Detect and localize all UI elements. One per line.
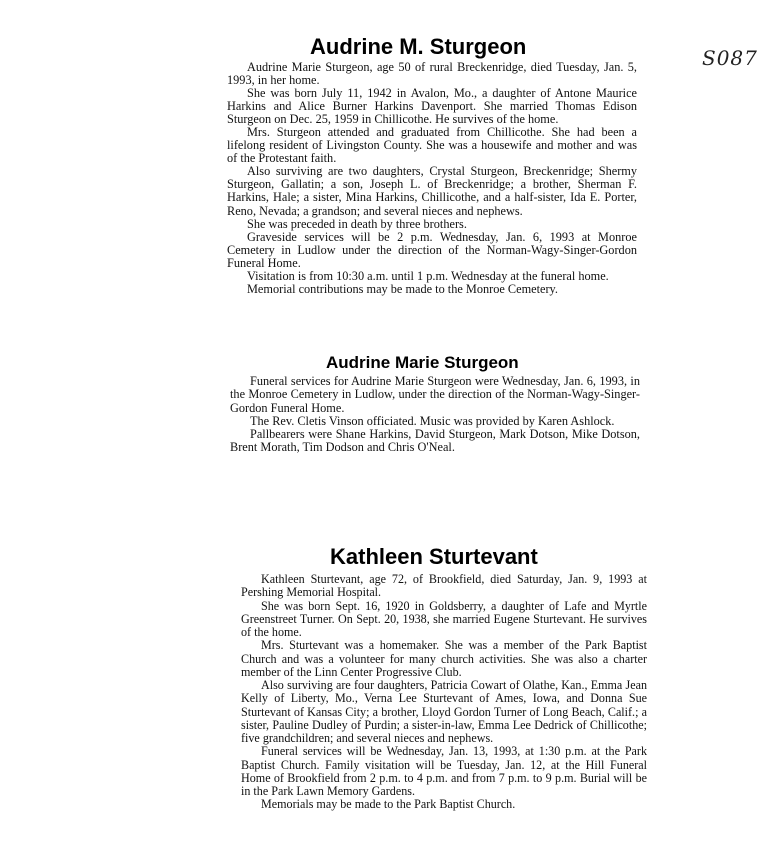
obituary-1-paragraph: Visitation is from 10:30 a.m. until 1 p.m. Wednesday at the funeral home.	[247, 268, 609, 283]
obituary-1-paragraph: Graveside services will be 2 p.m. Wednesday, Jan. 6, 1993 at Monroe Cemetery in Ludlow under the direction of the Norman-Wagy-Singer-Gordon Funeral Home.	[227, 229, 637, 270]
obituary-3-paragraph: She was born Sept. 16, 1920 in Goldsberry, a daughter of Lafe and Myrtle Greenstreet Turner. On Sept. 20, 1938, she married Eugene Sturtevant. He survives of the home.	[241, 598, 647, 639]
obituary-3-paragraph: Funeral services will be Wednesday, Jan. 13, 1993, at 1:30 p.m. at the Park Baptist Church. Family visitation will be Tuesday, Jan. 12, at the Hill Funeral Home of Brookfield from 2 p.m. to 4 p.m. and from 7 p.m. to 9 p.m. Burial will be in the Park Lawn Memory Gardens.	[241, 744, 647, 798]
obituary-2-heading: Audrine Marie Sturgeon	[326, 353, 519, 372]
obituary-1-body	[227, 61, 637, 296]
obituary-3-paragraph: Memorials may be made to the Park Baptist Church.	[261, 797, 516, 812]
obituary-3-body	[241, 573, 647, 812]
obituary-1-paragraph: Mrs. Sturgeon attended and graduated from Chillicothe. She had been a lifelong resident of Livingston County. She was a housewife and mother and was of the Protestant faith.	[227, 125, 637, 166]
obituary-3-paragraph: Kathleen Sturtevant, age 72, of Brookfield, died Saturday, Jan. 9, 1993 at Pershing Memorial Hospital.	[241, 572, 647, 600]
page-code-annotation: S087	[702, 46, 758, 70]
obituary-2-paragraph: Pallbearers were Shane Harkins, David Sturgeon, Mark Dotson, Mike Dotson, Brent Morath, Tim Dodson and Chris O'Neal.	[230, 427, 640, 455]
obituary-1-paragraph: Audrine Marie Sturgeon, age 50 of rural Breckenridge, died Tuesday, Jan. 5, 1993, in her home.	[227, 60, 637, 88]
obituary-1-paragraph: She was preceded in death by three brothers.	[247, 216, 467, 231]
obituary-1-heading: Audrine M. Sturgeon	[310, 34, 527, 59]
obituary-1-paragraph: Memorial contributions may be made to the Monroe Cemetery.	[247, 281, 558, 296]
obituary-3-heading: Kathleen Sturtevant	[330, 544, 538, 569]
obituary-3-paragraph: Mrs. Sturtevant was a homemaker. She was a member of the Park Baptist Church and was a volunteer for many church activities. She was also a charter member of the Linn Center Progressive Club.	[241, 638, 647, 679]
obituary-2-body	[230, 375, 640, 455]
obituary-3-paragraph: Also surviving are four daughters, Patricia Cowart of Olathe, Kan., Emma Jean Kelly of Liberty, Mo., Verna Lee Sturtevant of Ames, Iowa, and Donna Sue Sturtevant of Kansas City; a brother, Lloyd Gordon Turner of Long Beach, Calif.; a sister, Pauline Dudley of Purdin; a sister-in-law, Emma Lee Dedrick of Chillicothe; five grandchildren; and several nieces and nephews.	[241, 678, 647, 745]
obituary-1-paragraph: She was born July 11, 1942 in Avalon, Mo., a daughter of Antone Maurice Harkins and Alice Burner Harkins Davenport. She married Thomas Edison Sturgeon on Dec. 25, 1959 in Chillicothe. He survives of the home.	[227, 86, 637, 127]
obituary-1-paragraph: Also surviving are two daughters, Crystal Sturgeon, Breckenridge; Shermy Sturgeon, Gallatin; a son, Joseph L. of Breckenridge; a brother, Sherman F. Harkins, Hale; a sister, Mina Harkins, Chillicothe, and a half-sister, Ida E. Porter, Reno, Nevada; a grandson; and several nieces and nephews.	[227, 164, 637, 218]
obituary-2-paragraph: The Rev. Cletis Vinson officiated. Music was provided by Karen Ashlock.	[250, 413, 615, 428]
obituary-2-paragraph: Funeral services for Audrine Marie Sturgeon were Wednesday, Jan. 6, 1993, in the Monroe Cemetery in Ludlow, under the direction of the Norman-Wagy-Singer-Gordon Funeral Home.	[230, 374, 640, 415]
